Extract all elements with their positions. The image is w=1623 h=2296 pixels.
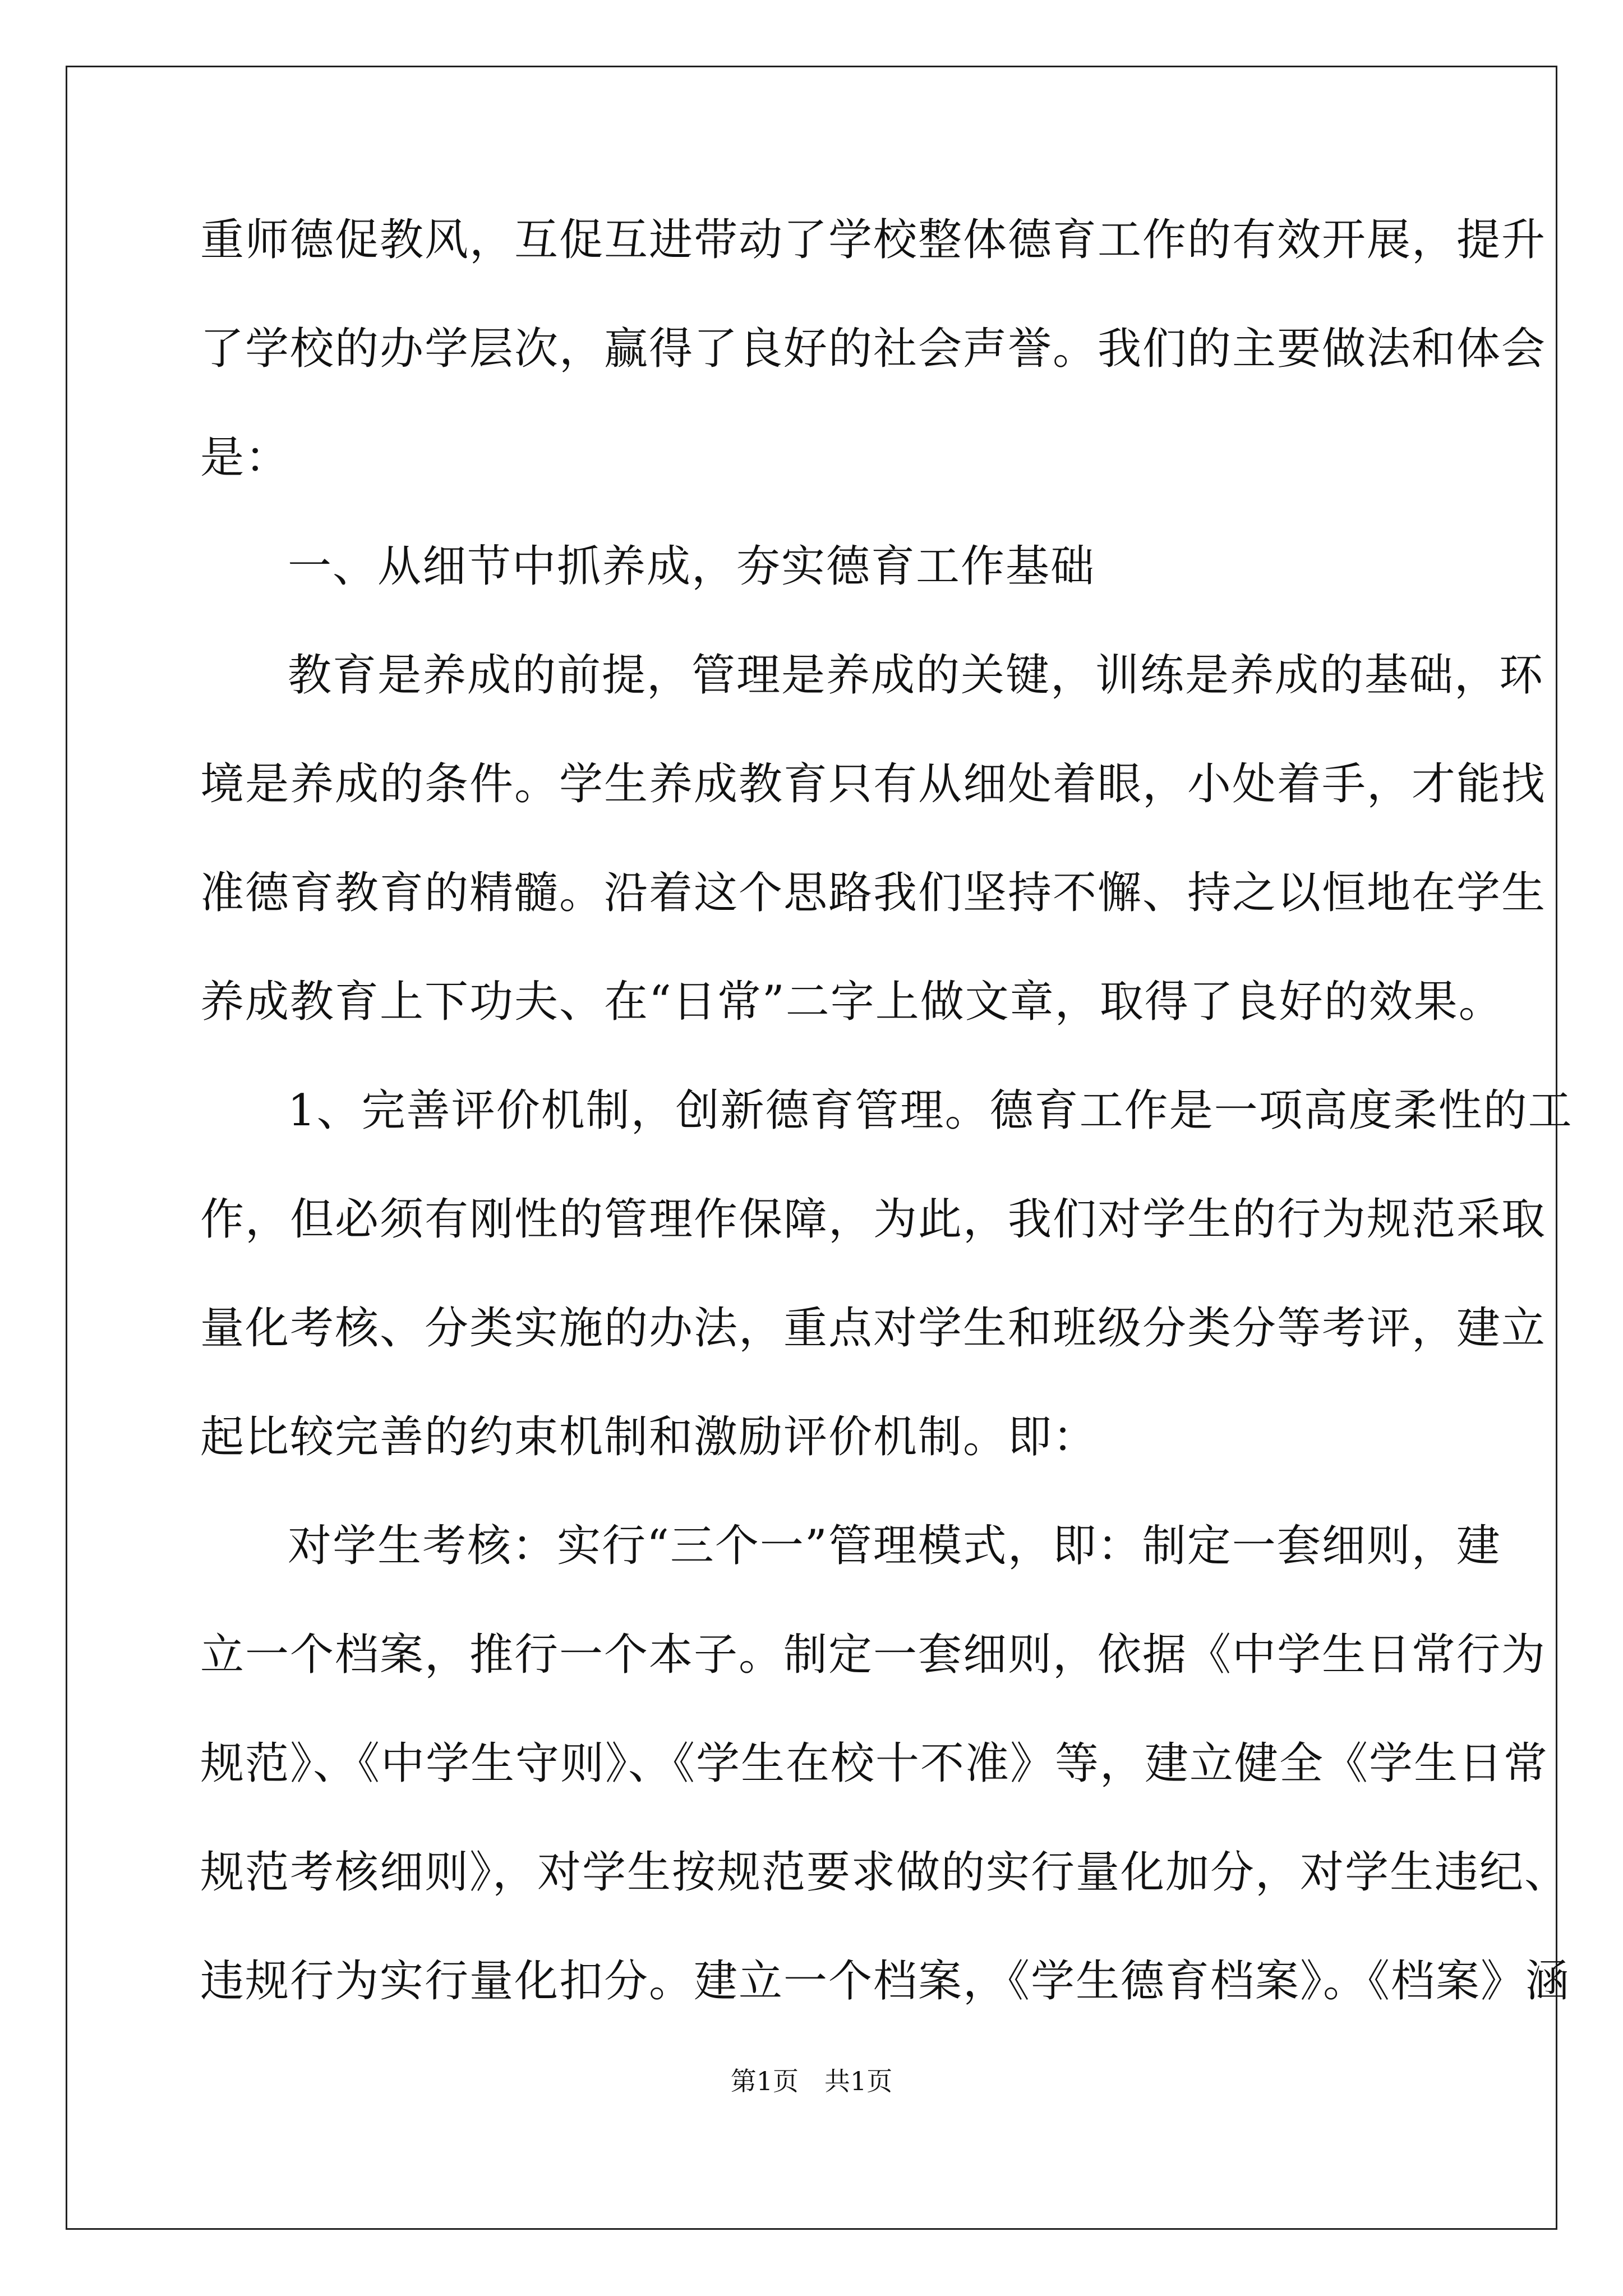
body-line-9: 1、完善评价机制，创新德育管理。德育工作是一项高度柔性的工 <box>288 1085 1573 1136</box>
body-line-8: 养成教育上下功夫、在“日常”二字上做文章，取得了良好的效果。 <box>200 977 1504 1027</box>
body-line-3: 是： <box>200 432 291 483</box>
body-line-11: 量化考核、分类实施的办法，重点对学生和班级分类分等考评，建立 <box>200 1303 1547 1354</box>
page-border <box>66 66 1557 2230</box>
page-number-footer: 第1页 共1页 <box>730 2066 893 2096</box>
body-line-12: 起比较完善的约束机制和激励评价机制。即： <box>200 1412 1098 1462</box>
body-line-10: 作，但必须有刚性的管理作保障，为此，我们对学生的行为规范采取 <box>200 1194 1547 1245</box>
body-line-16: 规范考核细则》，对学生按规范要求做的实行量化加分，对学生违纪、 <box>200 1847 1570 1898</box>
body-line-17: 违规行为实行量化扣分。建立一个档案，《学生德育档案》。《档案》涵 <box>200 1956 1571 2007</box>
body-line-13: 对学生考核：实行“三个一”管理模式，即：制定一套细则，建 <box>288 1521 1501 1571</box>
section-heading: 一、从细节中抓养成，夯实德育工作基础 <box>288 541 1096 592</box>
body-line-6: 境是养成的条件。学生养成教育只有从细处着眼，小处着手，才能找 <box>200 759 1547 809</box>
body-line-5: 教育是养成的前提，管理是养成的关键，训练是养成的基础，环 <box>288 650 1544 701</box>
body-line-1: 重师德促教风，互促互进带动了学校整体德育工作的有效开展，提升 <box>200 215 1547 265</box>
body-line-7: 准德育教育的精髓。沿着这个思路我们坚持不懈、持之以恒地在学生 <box>200 868 1547 918</box>
body-line-2: 了学校的办学层次，赢得了良好的社会声誉。我们的主要做法和体会 <box>200 324 1547 374</box>
body-line-15: 规范》、《中学生守则》、《学生在校十不准》等，建立健全《学生日常 <box>200 1738 1549 1789</box>
body-line-14: 立一个档案，推行一个本子。制定一套细则，依据《中学生日常行为 <box>200 1630 1547 1680</box>
